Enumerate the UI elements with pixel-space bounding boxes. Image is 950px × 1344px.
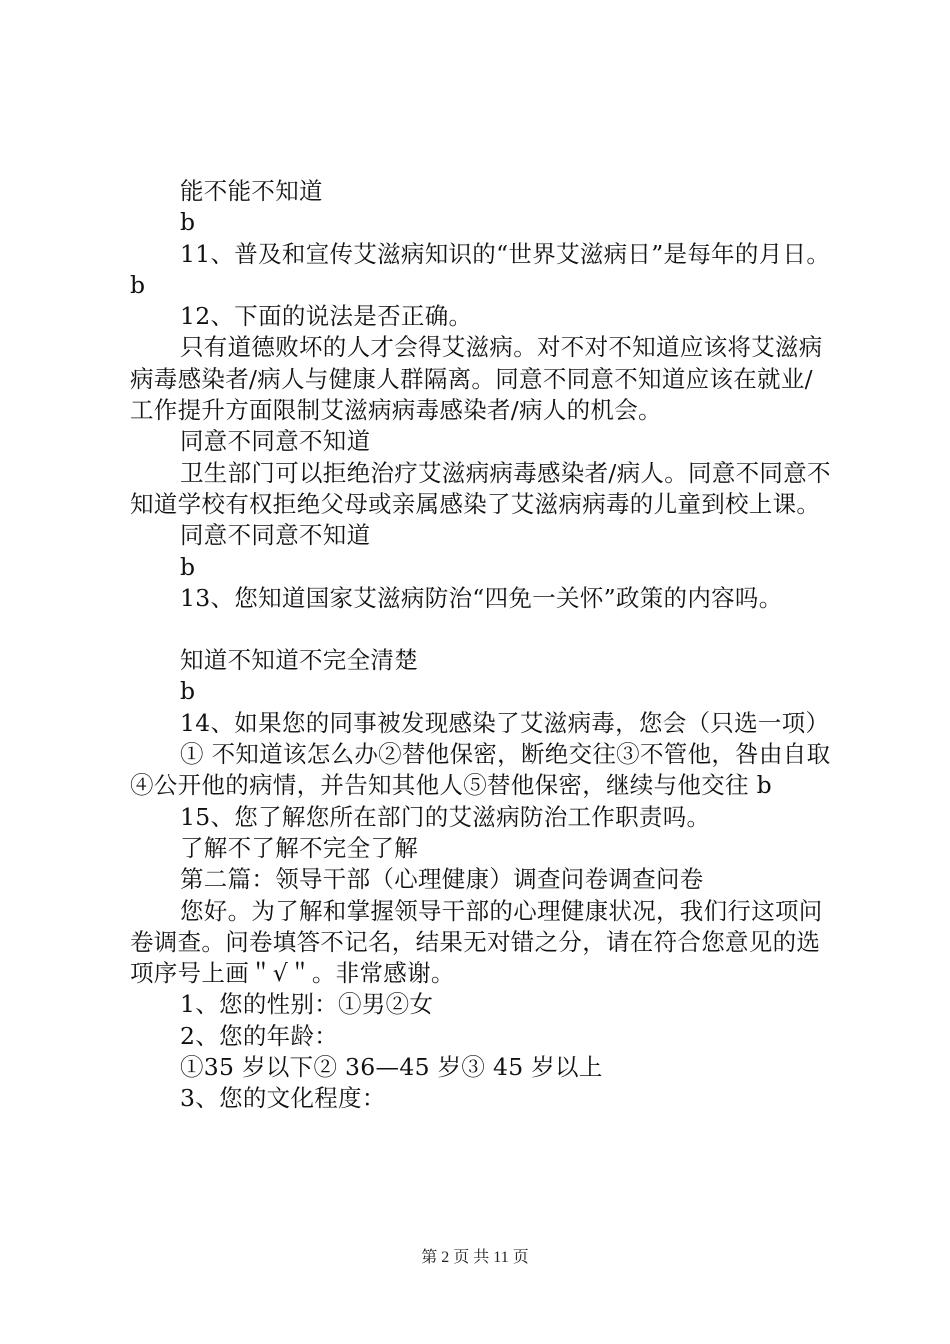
paragraph: 12、下面的说法是否正确。 [180, 302, 473, 331]
paragraph: ① 不知道该怎么办②替他保密，断绝交往③不管他，咎由自取④公开他的病情，并告知其他人⑤替他保密，继续与他交往 b [130, 740, 831, 800]
paragraph: 卫生部门可以拒绝治疗艾滋病病毒感染者/病人。同意不同意不知道学校有权拒绝父母或亲属感染了艾滋病病毒的儿童到校上课。 [130, 458, 831, 518]
paragraph: 11、普及和宣传艾滋病知识的“世界艾滋病日”是每年的月日。b [130, 239, 831, 299]
paragraph: b [180, 552, 196, 581]
paragraph: 3、您的文化程度： [180, 1084, 386, 1113]
paragraph: 1、您的性别：①男②女 [180, 990, 434, 1019]
paragraph: b [180, 208, 196, 237]
paragraph: 14、如果您的同事被发现感染了艾滋病毒，您会（只选一项） [180, 708, 830, 737]
blank-line [130, 614, 835, 645]
document-body [130, 176, 835, 1115]
paragraph: ①35 岁以下② 36—45 岁③ 45 岁以上 [180, 1053, 603, 1082]
paragraph: 2、您的年龄： [180, 1021, 339, 1050]
section-heading: 第二篇：领导干部（心理健康）调查问卷调查问卷 [180, 865, 704, 894]
paragraph: 能不能不知道 [180, 177, 323, 205]
paragraph: 了解不了解不完全了解 [180, 833, 418, 862]
paragraph: 13、您知道国家艾滋病防治“四免一关怀”政策的内容吗。 [180, 583, 783, 612]
paragraph: b [180, 677, 196, 706]
paragraph: 知道不知道不完全清楚 [180, 646, 418, 675]
paragraph: 只有道德败坏的人才会得艾滋病。对不对不知道应该将艾滋病病毒感染者/病人与健康人群隔离。同意不同意不知道应该在就业/工作提升方面限制艾滋病病毒感染者/病人的机会。 [130, 333, 823, 425]
paragraph: 同意不同意不知道 [180, 521, 371, 550]
paragraph: 15、您了解您所在部门的艾滋病防治工作职责吗。 [180, 802, 711, 831]
page-number-footer: 第 2 页 共 11 页 [421, 1249, 529, 1266]
paragraph: 同意不同意不知道 [180, 427, 371, 456]
paragraph: 您好。为了解和掌握领导干部的心理健康状况，我们行这项问卷调查。问卷填答不记名，结果无对错之分，请在符合您意见的选项序号上画＂√＂。非常感谢。 [130, 896, 823, 988]
